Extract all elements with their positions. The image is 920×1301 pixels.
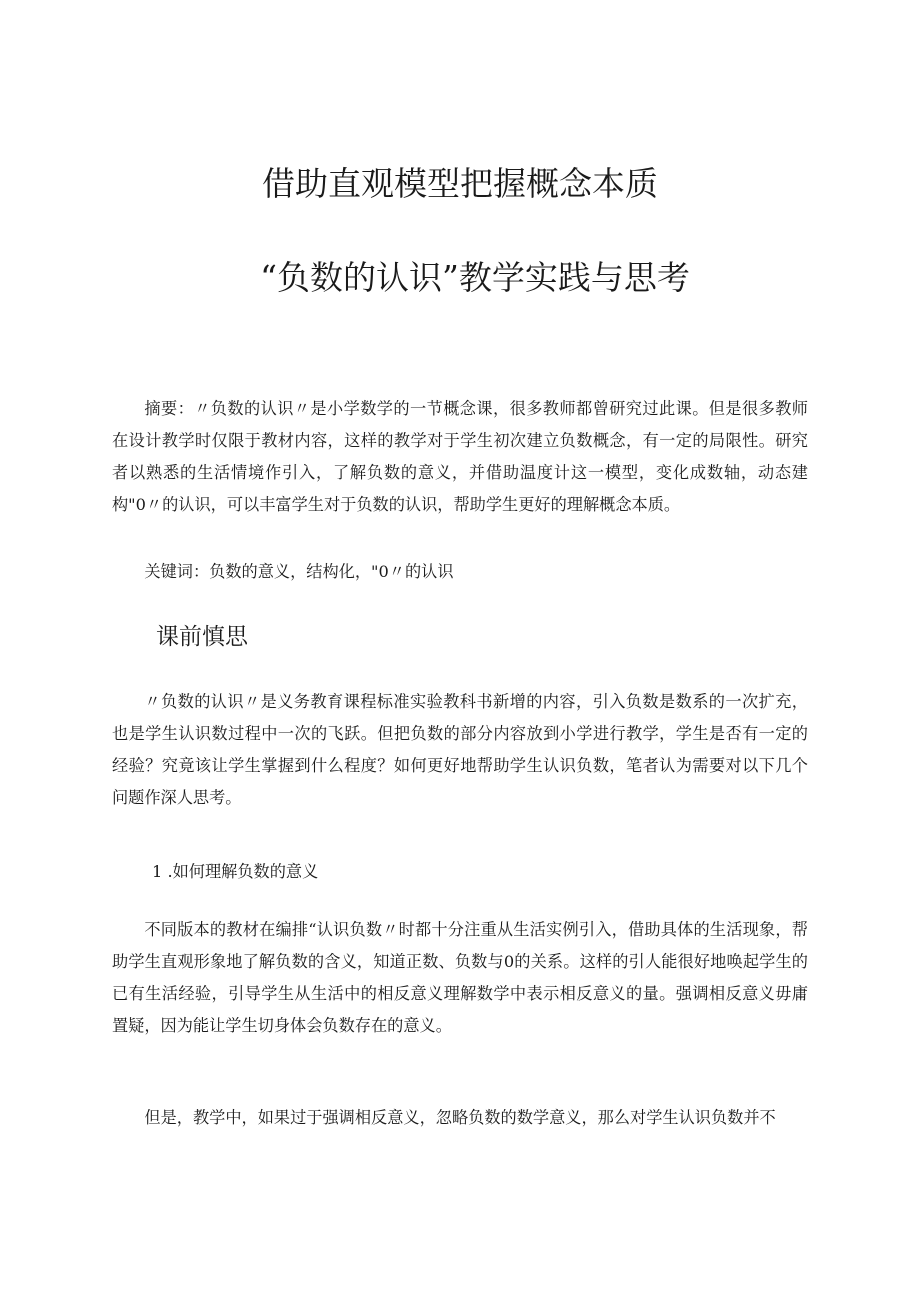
subheading-1: 1 .如何理解负数的意义: [152, 862, 319, 881]
abstract-paragraph: 摘要：〃负数的认识〃是小学数学的一节概念课，很多教师都曾研究过此课。但是很多教师在设计教学时仅限于教材内容，这样的教学对于学生初次建立负数概念，有一定的局限性。研究者以熟悉的生活情境作引入，了解负数的意义，并借助温度计这一模型，变化成数轴，动态建构"0〃的认识，可以丰富学生对于负数的认识，帮助学生更好的理解概念本质。: [112, 399, 808, 514]
body-paragraph-2: 不同版本的教材在编排“认识负数〃时都十分注重从生活实例引入，借助具体的生活现象，帮助学生直观形象地了解负数的含义，知道正数、负数与0的关系。这样的引人能很好地唤起学生的已有生活经验，引导学生从生活中的相反意义理解数学中表示相反意义的量。强调相反意义毋庸置疑，因为能让学生切身体会负数存在的意义。: [112, 920, 808, 1035]
keywords-line: 关键词：负数的意义，结构化，"0〃的认识: [144, 562, 454, 581]
document-title-line2: “负数的认识”教学实践与思考: [260, 258, 690, 297]
section-heading: 课前慎思: [156, 624, 248, 650]
body-paragraph-3: 但是，教学中，如果过于强调相反意义，忽略负数的数学意义，那么对学生认识负数并不: [144, 1108, 776, 1127]
document-title-line1: 借助直观模型把握概念本质: [262, 164, 658, 203]
section-paragraph: 〃负数的认识〃是义务教育课程标准实验教科书新增的内容，引入负数是数系的一次扩充，也是学生认识数过程中一次的飞跃。但把负数的部分内容放到小学进行教学，学生是否有一定的经验？究竟该让学生掌握到什么程度？如何更好地帮助学生认识负数，笔者认为需要对以下几个问题作深人思考。: [112, 692, 808, 807]
